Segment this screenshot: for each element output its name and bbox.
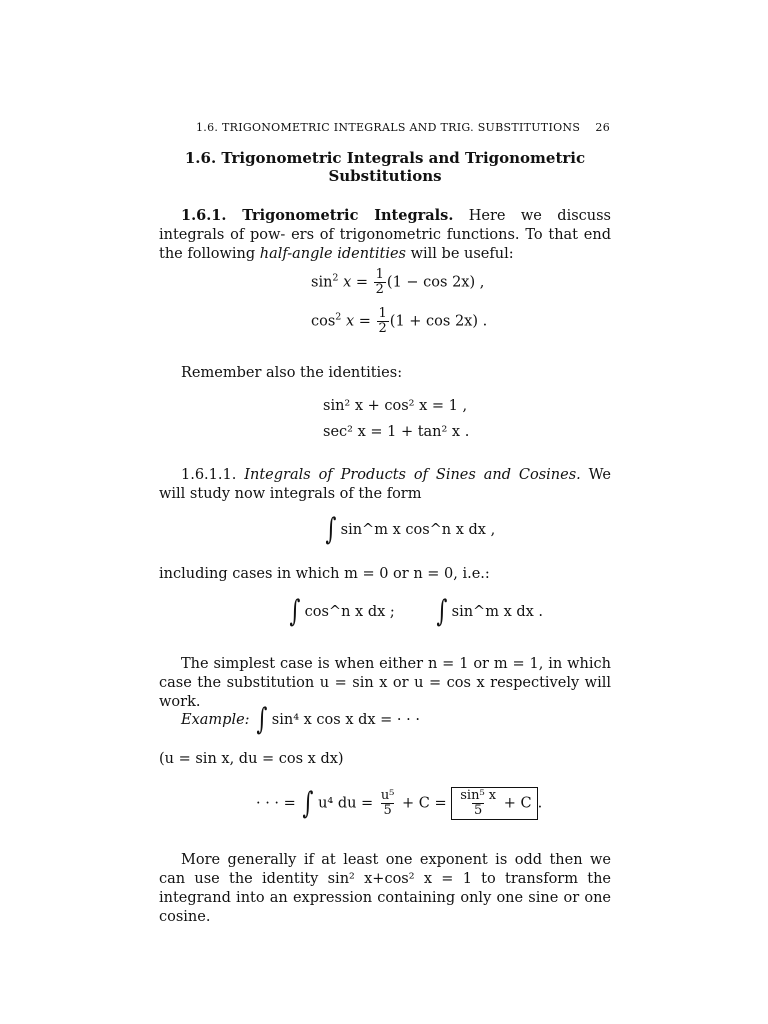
frac-num: 1	[378, 306, 387, 321]
running-header	[196, 121, 610, 134]
fraction-sin5-over-5	[458, 789, 498, 818]
subsection-intro	[159, 206, 611, 264]
result-equation	[256, 787, 542, 820]
cos-lhs: cos	[311, 313, 336, 330]
example-label: Example:	[181, 712, 250, 728]
result-mid: + C =	[402, 795, 447, 812]
integral-sign: ∫	[325, 512, 337, 547]
boxed-tail: + C	[503, 795, 532, 812]
frac-num: u⁵	[380, 788, 395, 803]
integral-sign: ∫	[289, 594, 301, 629]
pythagorean-identity: sin² x + cos² x = 1 ,	[323, 398, 468, 414]
half-angle-emphasis: half-angle identities	[259, 246, 407, 262]
frac-den: 2	[378, 321, 387, 336]
integral-sign: ∫	[302, 785, 314, 821]
cases-equation	[287, 594, 544, 629]
section-title-line2: Substitutions	[328, 167, 442, 185]
frac-num: 1	[375, 267, 384, 282]
cases-left: cos^n x dx ;	[304, 604, 395, 620]
secant-identity: sec² x = 1 + tan² x .	[323, 424, 470, 440]
integral-sign: ∫	[436, 594, 448, 629]
integral-sign: ∫	[256, 702, 268, 737]
subsubsection-number: 1.6.1.1.	[181, 467, 245, 483]
fraction-u5-over-5	[379, 789, 397, 818]
running-header-section: 1.6. TRIGONOMETRIC INTEGRALS AND TRIG. SUBSTITUTIONS	[196, 121, 581, 134]
frac-num: sin⁵ x	[460, 788, 497, 803]
section-title	[160, 149, 610, 185]
subsubsection-text: We will study now integrals of the form	[159, 467, 611, 502]
example-integrand: sin⁴ x cos x dx = · · ·	[271, 712, 420, 728]
fraction-half	[377, 307, 389, 336]
substitution-text: (u = sin x, du = cos x dx)	[159, 751, 344, 767]
sin-lhs: sin	[311, 274, 333, 291]
subsection-text1: Here we discuss integrals of pow- ers of trigonometric functions. To that end the following	[159, 208, 611, 262]
integral-form-equation	[323, 512, 496, 547]
frac-den: 5	[474, 803, 483, 818]
subsection-text2: will be useful:	[406, 246, 514, 262]
integral-form-body: sin^m x cos^n x dx ,	[340, 522, 496, 538]
frac-den: 2	[375, 282, 384, 297]
fraction-half	[374, 268, 386, 297]
sin-rhs: (1 − cos 2x) ,	[386, 274, 485, 291]
subsubsection-title: Integrals of Products of Sines and Cosines.	[244, 467, 581, 483]
subsubsection-intro	[159, 466, 611, 504]
result-integrand: u⁴ du =	[318, 795, 374, 812]
remember-text: Remember also the identities:	[181, 365, 403, 381]
half-angle-cos-equation: $\cos^2 x$ = $\frac{1}{2}$ (1 + cos 2x) .	[311, 306, 488, 336]
cases-text: including cases in which m = 0 or n = 0, i.e.:	[159, 566, 490, 582]
cases-right: sin^m x dx .	[451, 604, 544, 620]
simplest-case-text: The simplest case is when either n = 1 or m = 1, in which case the substitution u = sin x or u = cos x respectively will work.	[159, 656, 611, 710]
result-end: .	[537, 795, 543, 812]
boxed-answer	[451, 787, 537, 820]
example-equation	[181, 702, 420, 737]
page-number: 26	[595, 121, 610, 134]
section-title-line1: 1.6. Trigonometric Integrals and Trigonometric	[184, 149, 586, 167]
subsection-heading: 1.6.1. Trigonometric Integrals.	[181, 207, 454, 224]
half-angle-sin-equation: $\sin^2 x$ = $\frac{1}{2}$ (1 − cos 2x) ,	[311, 267, 485, 297]
closing-text: More generally if at least one exponent is odd then we can use the identity sin² x+cos² x = 1 to transform the integrand into an expression containing only one sine or one cosine.	[159, 852, 611, 925]
frac-den: 5	[383, 803, 392, 818]
result-lead: · · · =	[256, 795, 296, 812]
cos-rhs: (1 + cos 2x) .	[389, 313, 488, 330]
